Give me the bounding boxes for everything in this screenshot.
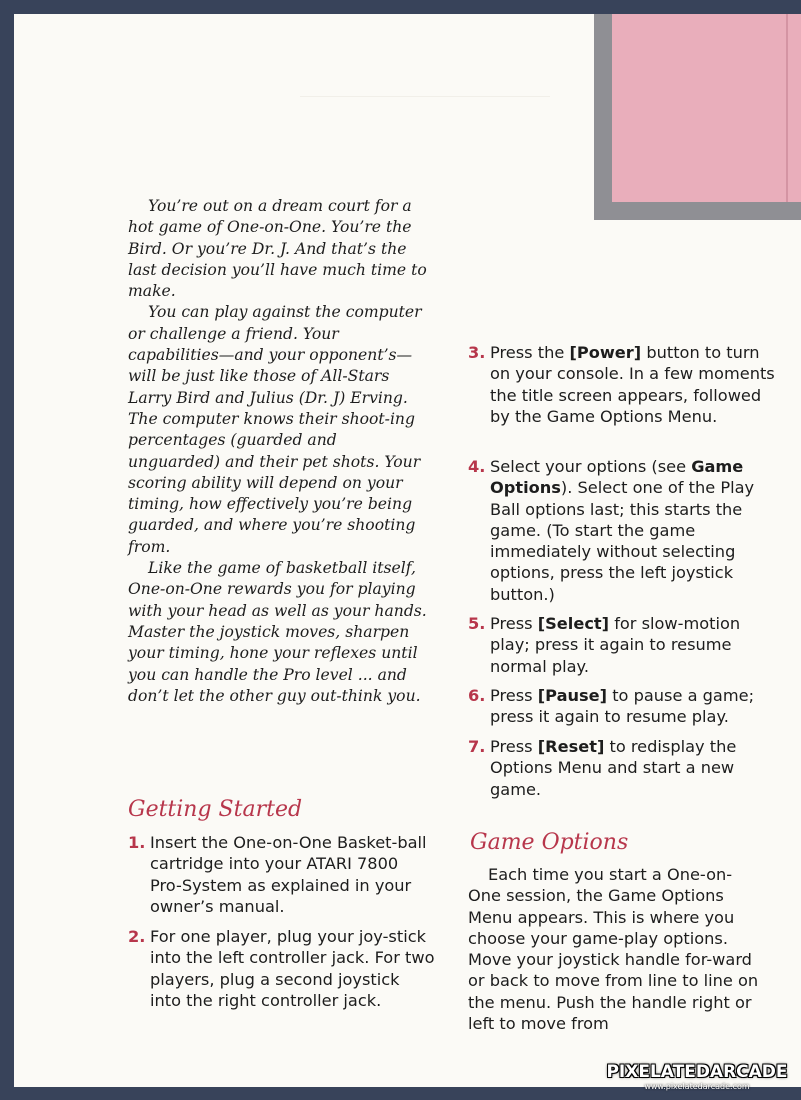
- intro-paragraph-1: You’re out on a dream court for a hot game of One-on-One. You’re the Bird. Or you’re Dr. J. And that’s the last decision you’ll have much time to make.: [128, 197, 427, 301]
- watermark-url: www.pixelatedarcade.com: [644, 1082, 750, 1091]
- step-number: 6.: [468, 686, 486, 705]
- pause-key: [Pause]: [537, 686, 608, 705]
- step-number: 1.: [128, 833, 146, 852]
- intro-paragraph-2: You can play against the computer or challenge a friend. Your capabilities—and your opponent’s—will be just like those of All-Stars Larry Bird and Julius (Dr. J) Erving. The computer knows their shoot-ing percentages (guarded and unguarded) and their pet shots. Your scoring ability will depend on your timing, how effectively you’re being guarded, and where you’re shooting from.: [128, 303, 422, 556]
- corner-pink-block: [612, 14, 801, 202]
- step-6: [468, 685, 790, 728]
- step-text: Insert the One-on-One Basket-ball cartridge into your ATARI 7800 Pro-System as explained in your owner’s manual.: [150, 833, 427, 916]
- step-7: [468, 736, 780, 800]
- step-text-post: button to turn on your console. In a few moments the title screen appears, followed by the Game Options Menu.: [490, 343, 775, 426]
- intro-paragraph-3: Like the game of basketball itself, One-on-One rewards you for playing with your head as well as your hands. Master the joystick moves, sharpen your timing, hone your reflexes until you can handle the Pro level ... and don’t let the other guy out-think you.: [128, 559, 427, 705]
- step-5: [468, 613, 780, 677]
- watermark: [597, 1062, 797, 1091]
- step-1: [128, 832, 435, 917]
- step-2: [128, 926, 435, 1011]
- watermark-logo: PIXELATEDARCADE: [606, 1062, 788, 1082]
- step-number: 2.: [128, 927, 146, 946]
- step-text-post: for slow-motion play; press it again to resume normal play.: [490, 614, 741, 676]
- step-text-post: to pause a game; press it again to resume play.: [490, 686, 755, 727]
- step-text-post: to redisplay the Options Menu and start a new game.: [490, 737, 737, 799]
- game-options-heading: Game Options: [470, 830, 629, 855]
- step-text-pre: Press: [490, 614, 538, 633]
- intro-text: [128, 196, 428, 707]
- step-text: For one player, plug your joy-stick into the left controller jack. For two players, plug a second joystick into the right controller jack.: [150, 927, 435, 1010]
- corner-fold-line: [786, 14, 788, 202]
- select-key: [Select]: [537, 614, 610, 633]
- step-text-pre: Select your options (see: [490, 457, 692, 476]
- step-number: 3.: [468, 343, 486, 362]
- step-text-post: ). Select one of the Play Ball options last; this starts the game. (To start the game immediately without selecting options, press the left joystick button.): [490, 478, 755, 604]
- step-4: [468, 456, 780, 605]
- step-3: [468, 342, 780, 427]
- step-text-pre: Press: [490, 686, 538, 705]
- game-options-ref: Game Options: [490, 457, 744, 498]
- step-number: 7.: [468, 737, 486, 756]
- game-options-text: Each time you start a One-on-One session, the Game Options Menu appears. This is where you choose your game-play options. Move your joystick handle for-ward or back to move from line to line on the menu. Push the handle right or left to move from: [468, 865, 759, 1034]
- step-text-pre: Press: [490, 737, 538, 756]
- power-key: [Power]: [569, 343, 642, 362]
- step-text-pre: Press the: [490, 343, 570, 362]
- getting-started-heading: Getting Started: [128, 797, 303, 822]
- bleed-through-line: [300, 96, 550, 167]
- reset-key: [Reset]: [537, 737, 605, 756]
- step-number: 4.: [468, 457, 486, 476]
- step-number: 5.: [468, 614, 486, 633]
